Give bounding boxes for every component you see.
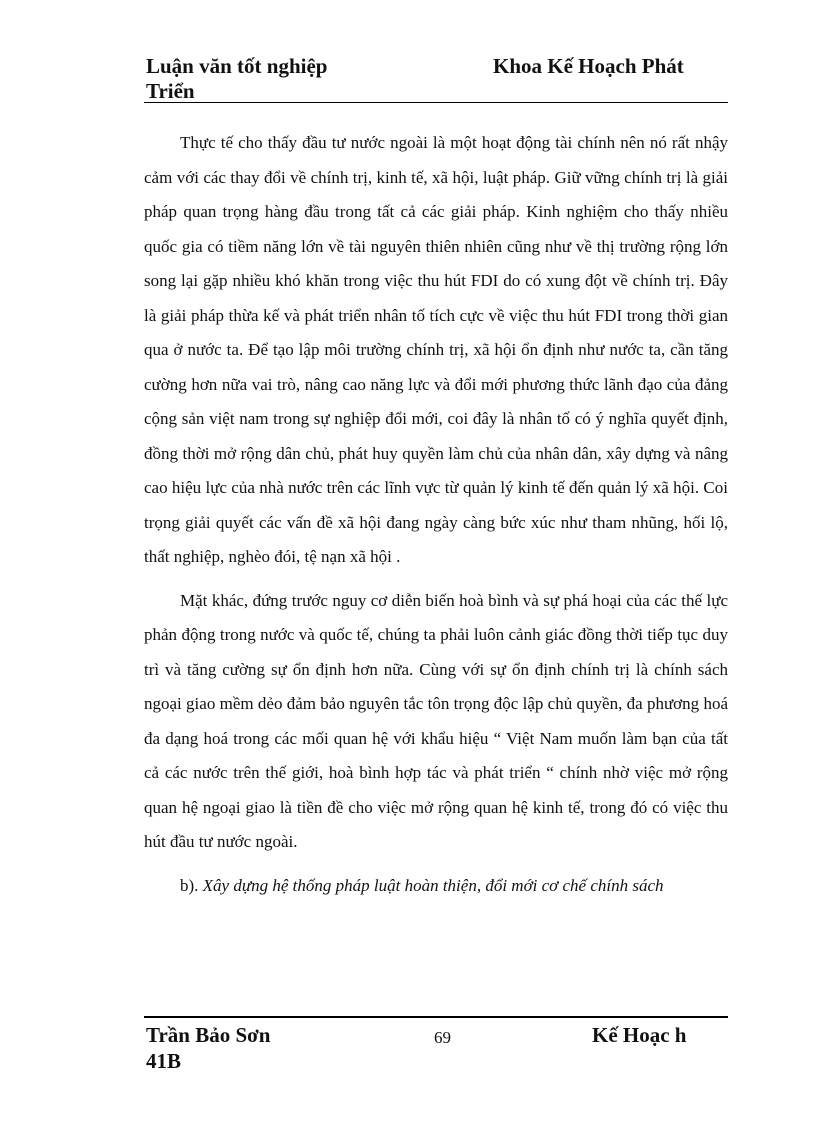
page-number: 69 <box>434 1028 451 1047</box>
header-faculty: Khoa Kế Hoạch Phát <box>493 54 684 78</box>
footer-class: 41B <box>146 1049 182 1073</box>
subheading <box>144 869 728 904</box>
header-faculty-continuation: Triển <box>146 79 195 103</box>
footer-department: Kế Hoạc h <box>592 1023 687 1047</box>
footer-author: Trần Bảo Sơn <box>146 1023 271 1047</box>
page-body <box>144 126 728 903</box>
subheading-marker: b). <box>180 875 199 895</box>
paragraph-2: Mặt khác, đứng trước nguy cơ diễn biến hoà bình và sự phá hoại của các thế lực phản động trong nước và quốc tế, chúng ta phải luôn cảnh giác đồng thời tiếp tục duy trì và tăng cường sự ổn định hơn nữa. Cùng với sự ổn định chính trị là chính sách ngoại giao mềm dẻo đảm bảo nguyên tắc tôn trọng độc lập chủ quyền, đa phương hoá đa dạng hoá trong các mối quan hệ với khẩu hiệu “ Việt Nam muốn làm bạn của tất cả các nước trên thế giới, hoà bình hợp tác và phát triển “ chính nhờ việc mở rộng quan hệ ngoại giao là tiền đề cho việc mở rộng quan hệ kinh tế, trong đó có việc thu hút đầu tư nước ngoài. <box>144 590 728 851</box>
header-divider <box>144 102 728 103</box>
subheading-text: Xây dựng hệ thống pháp luật hoàn thiện, đổi mới cơ chế chính sách <box>202 875 664 895</box>
footer-divider <box>144 1016 728 1018</box>
paragraph-1: Thực tế cho thấy đầu tư nước ngoài là một hoạt động tài chính nên nó rất nhậy cảm với các thay đổi về chính trị, kinh tế, xã hội, luật pháp. Giữ vững chính trị là giải pháp quan trọng hàng đầu trong tất cả các giải pháp. Kinh nghiệm cho thấy nhiều quốc gia có tiềm năng lớn về tài nguyên thiên nhiên cũng như về thị trường rộng lớn song lại gặp nhiều khó khăn trong việc thu hút FDI do có xung đột về chính trị. Đây là giải pháp thừa kế và phát triển nhân tố tích cực về việc thu hút FDI trong thời gian qua ở nước ta. Để tạo lập môi trường chính trị, xã hội ổn định như nước ta, cần tăng cường hơn nữa vai trò, nâng cao năng lực và đổi mới phương thức lãnh đạo của đảng cộng sản việt nam trong sự nghiệp đổi mới, coi đây là nhân tố có ý nghĩa quyết định, đồng thời mở rộng dân chủ, phát huy quyền làm chủ của nhân dân, xây dựng và nâng cao hiệu lực của nhà nước trên các lĩnh vực từ quản lý kinh tế đến quản lý xã hội. Coi trọng giải quyết các vấn đề xã hội đang ngày càng bức xúc như tham nhũng, hối lộ, thất nghiệp, nghèo đói, tệ nạn xã hội . <box>144 133 728 566</box>
header-thesis-title: Luận văn tốt nghiệp <box>146 54 328 78</box>
